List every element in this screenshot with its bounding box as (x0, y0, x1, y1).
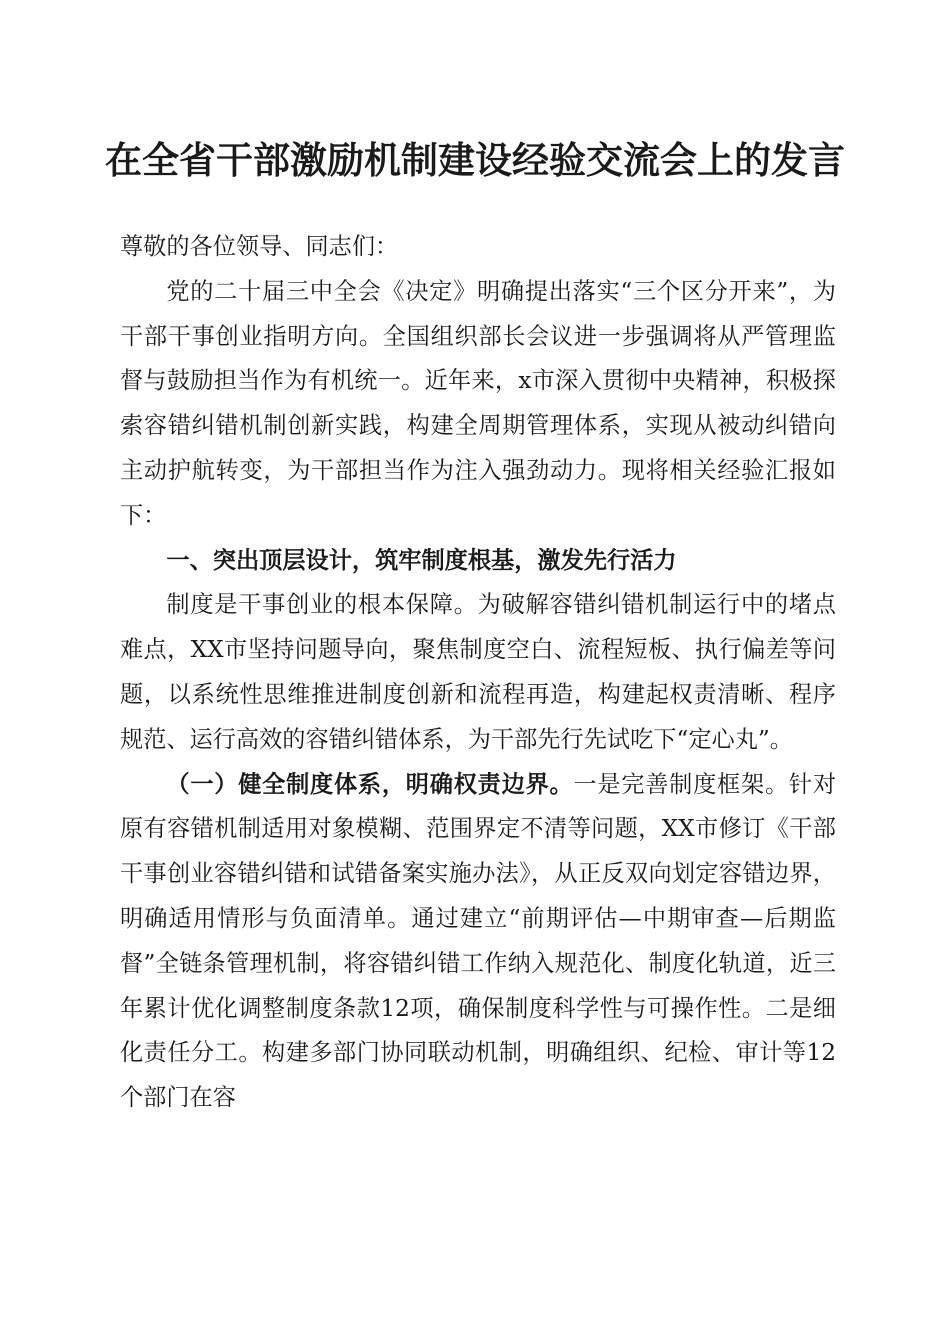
document-title: 在全省干部激励机制建设经验交流会上的发言 (105, 138, 845, 182)
section-paragraph: 制度是干事创业的根本保障。为破解容错纠错机制运行中的堵点难点，XX市坚持问题导向，聚焦制度空白、流程短板、执行偏差等问题，以系统性思维推进制度创新和流程再造，构建起权责清晰、程序规范、运行高效的容错纠错体系，为干部先行先试吃下“定心丸”。 (120, 591, 836, 753)
section-heading: 一、突出顶层设计，筑牢制度根基，激发先行活力 (166, 546, 677, 574)
subsection-paragraph (120, 763, 836, 1121)
salutation: 尊敬的各位领导、同志们： (120, 233, 399, 260)
subsection-text: 一是完善制度框架。针对原有容错机制适用对象模糊、范围界定不清等问题，XX市修订《干部干事创业容错纠错和试错备案实施办法》，从正反双向划定容错边界，明确适用情形与负面清单。通过建立“前期评估—中期审查—后期监督”全链条管理机制，将容错纠错工作纳入规范化、制度化轨道，近三年累计优化调整制度条款12项，确保制度科学性与可操作性。二是细化责任分工。构建多部门协同联动机制，明确组织、纪检、审计等12个部门在容 (120, 770, 837, 1112)
document-body (120, 225, 836, 1121)
subsection-heading: （一）健全制度体系，明确权责边界。 (166, 770, 574, 798)
intro-paragraph: 党的二十届三中全会《决定》明确提出落实“三个区分开来”，为干部干事创业指明方向。全国组织部长会议进一步强调将从严管理监督与鼓励担当作为有机统一。近年来，x市深入贯彻中央精神，积极探索容错纠错机制创新实践，构建全周期管理体系，实现从被动纠错向主动护航转变，为干部担当作为注入强劲动力。现将相关经验汇报如下： (120, 277, 836, 529)
